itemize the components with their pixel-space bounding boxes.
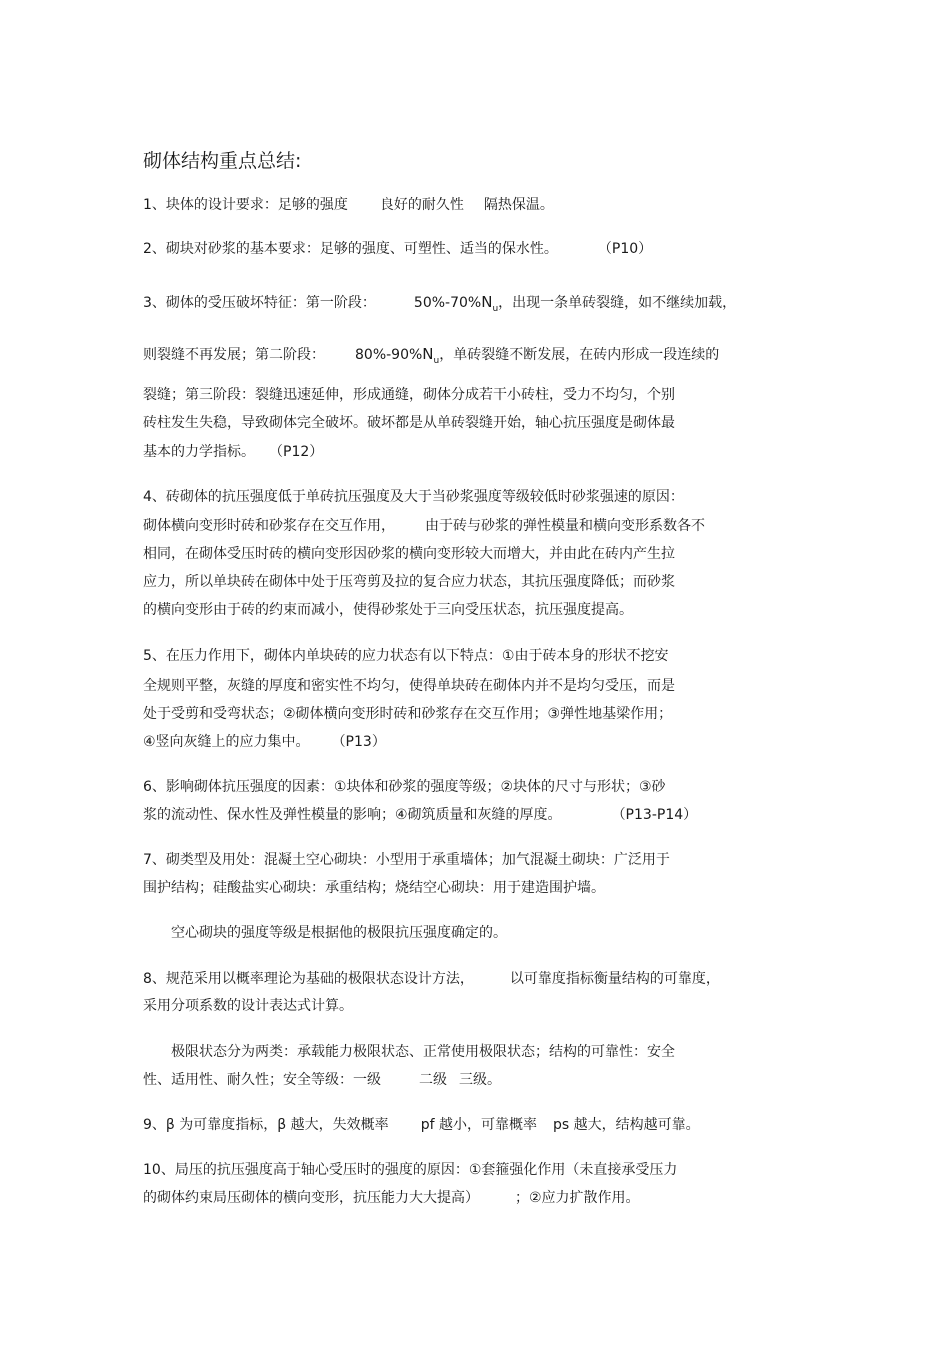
item-3-text: 基本的力学指标。: [143, 444, 255, 460]
item-5-ref: （P13）: [331, 734, 386, 750]
item-3-text: ，出现一条单砖裂缝，如不继续加载，: [498, 295, 737, 311]
item-4-line-4: 应力，所以单块砖在砌体中处于压弯剪及拉的复合应力状态，其抗压强度降低；而砂浆: [143, 574, 675, 590]
item-1: [143, 195, 554, 215]
item-5-line-2: 全规则平整，灰缝的厚度和密实性不均匀，使得单块砖在砌体内并不是均匀受压，而是: [143, 678, 675, 694]
item-5-text: ④竖向灰缝上的应力集中。: [143, 734, 310, 750]
item-3-line-4: 砖柱发生失稳，导致砌体完全破坏。破坏都是从单砖裂缝开始，轴心抗压强度是砌体最: [143, 415, 675, 431]
item-8-text: 二级: [419, 1072, 447, 1088]
item-3-percent-1: 50%-70%: [413, 295, 482, 311]
item-9-text: pf 越小，可靠概率: [420, 1117, 537, 1133]
item-2-ref: （P10）: [597, 241, 653, 257]
nu-symbol: N: [422, 345, 434, 363]
item-1-text-a: 1、块体的设计要求：足够的强度: [143, 197, 348, 213]
item-10-text: 的砌体约束局压砌体的横向变形，抗压能力大大提高）: [143, 1190, 479, 1206]
item-10-line-1: 10、局压的抗压强度高于轴心受压时的强度的原因：①套箍强化作用（未直接承受压力: [143, 1162, 678, 1178]
item-3-line-2: [143, 344, 719, 365]
item-1-text-b: 良好的耐久性: [379, 197, 464, 213]
item-6-line-2: [143, 805, 697, 825]
item-2: [143, 239, 652, 259]
item-4-text: 由于砖与砂浆的弹性模量和横向变形系数各不: [425, 518, 705, 534]
item-8-line-2: 采用分项系数的设计表达式计算。: [143, 998, 353, 1014]
item-9-text: ps 越大，结构越可靠。: [552, 1117, 700, 1133]
item-3-line-3: 裂缝；第三阶段：裂缝迅速延伸，形成通缝，砌体分成若干小砖柱，受力不均匀，个别: [143, 387, 675, 403]
item-3-line-1: [143, 292, 736, 313]
item-2-text-a: 2、砌块对砂浆的基本要求：足够的强度、可塑性、适当的保水性。: [143, 241, 558, 257]
item-8-text: 性、适用性、耐久性；安全等级：一级: [143, 1072, 381, 1088]
item-10-line-2: [143, 1188, 640, 1208]
item-4-line-5: 的横向变形由于砖的约束而减小，使得砂浆处于三向受压状态，抗压强度提高。: [143, 602, 633, 618]
nu-symbol: N: [481, 293, 493, 311]
item-3-text: 则裂缝不再发展；第二阶段：: [143, 347, 325, 363]
item-6-ref: （P13-P14）: [611, 807, 698, 823]
nu-subscript: u: [492, 304, 499, 314]
item-8-line-4: [143, 1070, 501, 1090]
item-4-line-1: 4、砖砌体的抗压强度低于单砖抗压强度及大于当砂浆强度等级较低时砂浆强速的原因：: [143, 489, 684, 505]
item-5-line-4: [143, 732, 386, 752]
item-6-text: 浆的流动性、保水性及弹性模量的影响；④砌筑质量和灰缝的厚度。: [143, 807, 562, 823]
item-8-line-1: [143, 969, 720, 989]
nu-subscript: u: [433, 356, 440, 366]
item-10-text: ；②应力扩散作用。: [515, 1190, 640, 1206]
item-7-line-3: 空心砌块的强度等级是根据他的极限抗压强度确定的。: [171, 925, 507, 941]
item-4-line-3: 相同，在砌体受压时砖的横向变形因砂浆的横向变形较大而增大，并由此在砖内产生拉: [143, 546, 675, 562]
item-3-text: ，单砖裂缝不断发展，在砖内形成一段连续的: [439, 347, 720, 363]
item-7-line-1: 7、砌类型及用处：混凝土空心砌块：小型用于承重墙体；加气混凝土砌块：广泛用于: [143, 852, 670, 868]
item-9-text: 9、β 为可靠度指标，β 越大，失效概率: [143, 1117, 389, 1133]
item-4-line-2: [143, 516, 705, 536]
item-3-ref: （P12）: [269, 444, 324, 460]
item-3-percent-2: 80%-90%: [355, 347, 423, 363]
item-8-text: 8、规范采用以概率理论为基础的极限状态设计方法，: [143, 971, 474, 987]
item-8-line-3: 极限状态分为两类：承载能力极限状态、正常使用极限状态；结构的可靠性：安全: [171, 1044, 675, 1060]
item-3-text: 3、砌体的受压破坏特征：第一阶段：: [143, 295, 376, 311]
item-6-line-1: 6、影响砌体抗压强度的因素：①块体和砂浆的强度等级；②块体的尺寸与形状；③砂: [143, 779, 666, 795]
item-5-line-3: 处于受剪和受弯状态；②砌体横向变形时砖和砂浆存在交互作用；③弹性地基梁作用；: [143, 706, 673, 722]
item-1-text-c: 隔热保温。: [483, 197, 554, 213]
item-3-line-5: [143, 442, 323, 462]
document-title: 砌体结构重点总结:: [143, 150, 302, 172]
item-9: [143, 1115, 700, 1135]
item-7-line-2: 围护结构；硅酸盐实心砌块：承重结构；烧结空心砌块：用于建造围护墙。: [143, 880, 605, 896]
item-8-text: 三级。: [459, 1072, 501, 1088]
item-5-line-1: 5、在压力作用下，砌体内单块砖的应力状态有以下特点：①由于砖本身的形状不挖安: [143, 648, 669, 664]
item-8-text: 以可靠度指标衡量结构的可靠度，: [509, 971, 720, 987]
item-4-text: 砌体横向变形时砖和砂浆存在交互作用，: [143, 518, 395, 534]
